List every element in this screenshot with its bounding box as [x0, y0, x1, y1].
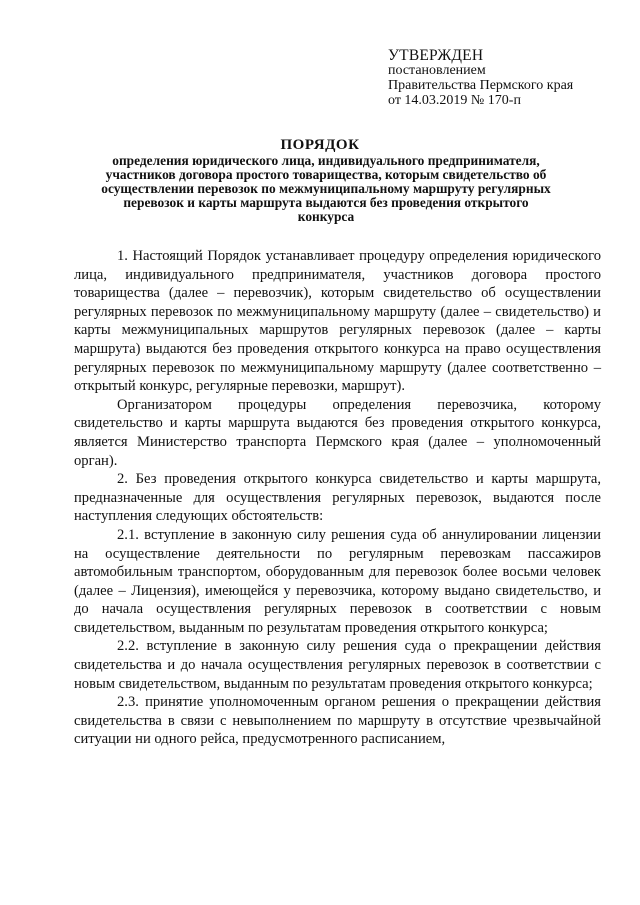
- approval-heading: УТВЕРЖДЕН: [388, 47, 484, 64]
- approval-line-1: постановлением: [388, 63, 486, 78]
- paragraph-organizer: Организатором процедуры определения перевозчика, которому свидетельство и карты маршрута выдаются без проведения открытого конкурса, является Министерство транспорта Пермского края (далее – уполномоченный орган).: [74, 396, 601, 469]
- paragraph-1: 1. Настоящий Порядок устанавливает процедуру определения юридического лица, индивидуального предпринимателя, участников договора простого товарищества (далее – перевозчик), которым свидетельство об осуществлении регулярных перевозок по межмуниципальному маршруту (далее – свидетельство) и карты межмуниципальных маршрутов регулярных перевозок (далее – карты маршрута) выдаются без проведения открытого конкурса на право осуществления регулярных перевозок по межмуниципальному маршруту (далее соответственно – открытый конкурс, регулярные перевозки, маршрут).: [74, 248, 601, 395]
- paragraph-2-3: 2.3. принятие уполномоченным органом решения о прекращении действия свидетельства в связи с невыполнением по маршруту в отсутствие чрезвычайной ситуации ни одного рейса, предусмотренного расписанием,: [74, 694, 601, 748]
- document-subtitle: определения юридического лица, индивидуального предпринимателя, участников договора простого товарищества, которым свидетельство об осуществлении перевозок по межмуниципальному маршруту регулярных перевозок и карты маршрута выдаются без проведения открытого конкурса: [101, 153, 551, 224]
- paragraph-2: 2. Без проведения открытого конкурса свидетельство и карты маршрута, предназначенные для осуществления регулярных перевозок, выдаются после наступления следующих обстоятельств:: [74, 471, 601, 525]
- paragraph-2-2: 2.2. вступление в законную силу решения суда о прекращении действия свидетельства и до начала осуществления регулярных перевозок в соответствии с новым свидетельством, выданным по результатам проведения открытого конкурса;: [74, 638, 601, 692]
- approval-stamp: [388, 48, 573, 108]
- document-body: [74, 247, 601, 749]
- paragraph-2-1: 2.1. вступление в законную силу решения суда об аннулировании лицензии на осуществление деятельности по регулярным перевозкам пассажиров автомобильным транспортом, оборудованным для перевозок более восьми человек (далее – Лицензия), имеющейся у перевозчика, которому выдано свидетельство, и до начала осуществления регулярных перевозок в соответствии с новым свидетельством, выданным по результатам проведения открытого конкурса;: [74, 526, 601, 636]
- approval-line-3: от 14.03.2019 № 170-п: [388, 93, 521, 108]
- approval-line-2: Правительства Пермского края: [388, 78, 574, 93]
- document-title: ПОРЯДОК: [280, 137, 360, 153]
